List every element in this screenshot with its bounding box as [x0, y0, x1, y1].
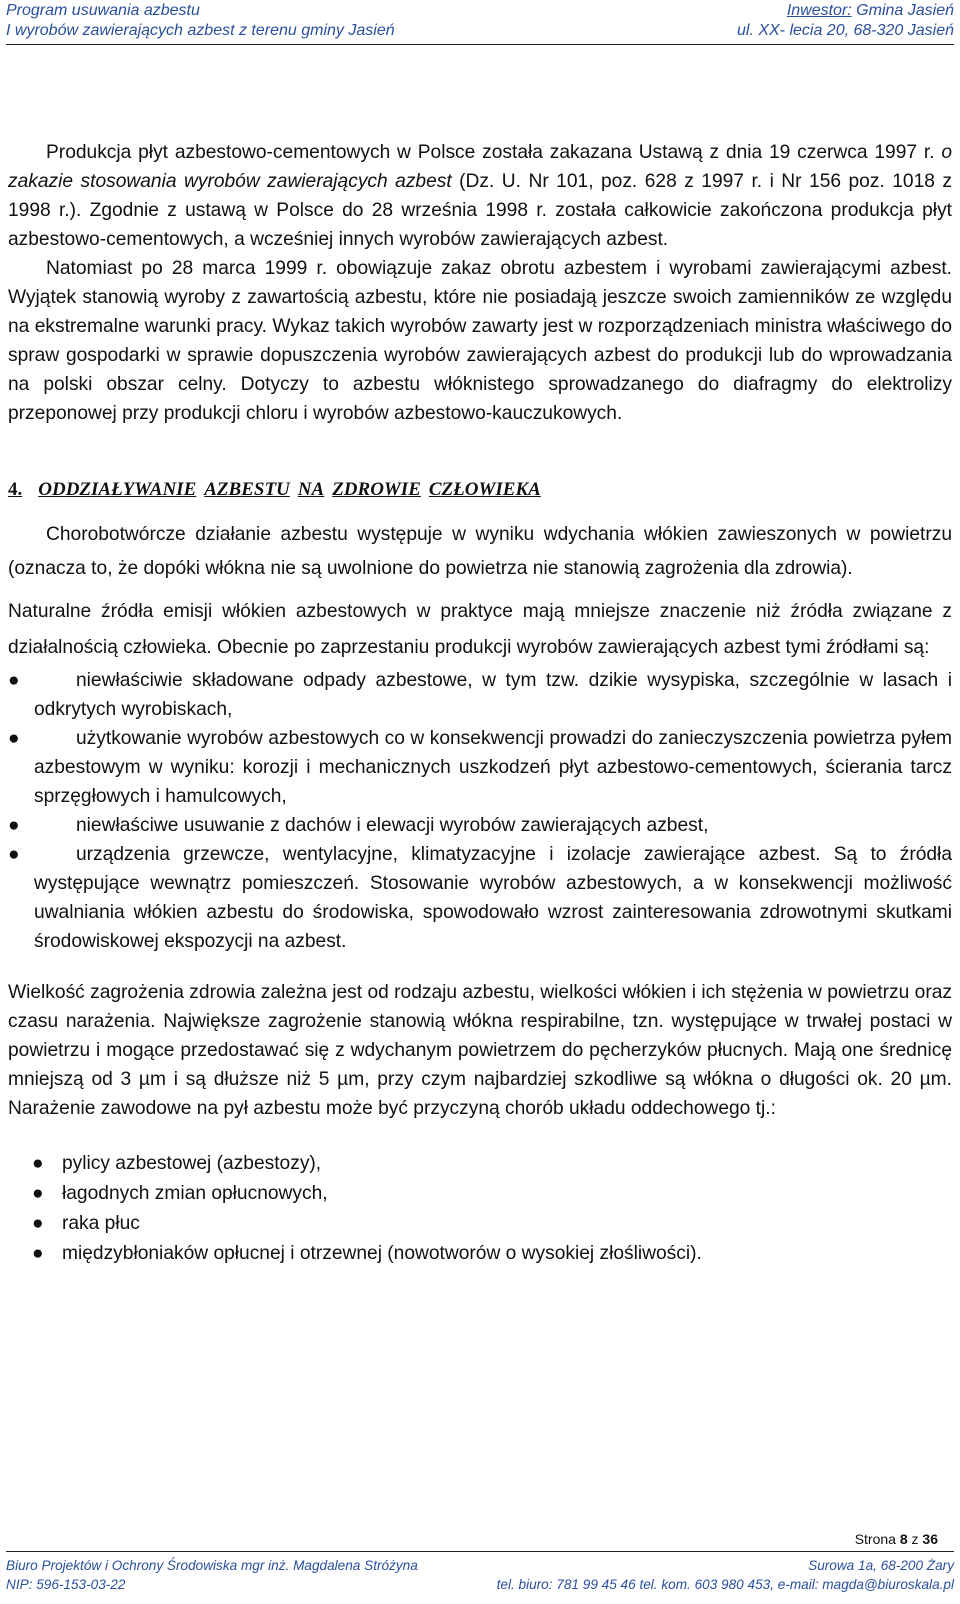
bullet-icon: ● — [8, 670, 20, 691]
header-program-subtitle: I wyrobów zawierających azbest z terenu gminy Jasień — [6, 22, 395, 39]
section-title-word: ODDZIAŁYWANIE — [38, 479, 197, 500]
page-number — [845, 1530, 938, 1552]
intro-p1-text-a: Produkcja płyt azbestowo-cementowych w Polsce została zakazana Ustawą z dnia 19 czerwca 1997 r. — [46, 142, 942, 163]
bullet-icon: ● — [32, 1213, 44, 1234]
page-number-total: 36 — [922, 1531, 938, 1547]
header-right — [737, 1, 954, 41]
section-number: 4. — [8, 479, 23, 500]
emission-sources-list — [8, 666, 952, 956]
page-number-current: 8 — [899, 1531, 908, 1547]
bullet-icon: ● — [8, 815, 20, 836]
list-item — [8, 666, 952, 724]
intro-paragraph-1 — [8, 138, 952, 254]
list-item — [32, 1239, 952, 1269]
page-footer — [6, 1551, 954, 1602]
section-title-word: AZBESTU — [204, 479, 290, 500]
intro-p1-text-b: (Dz. U. Nr 101, poz. 628 z 1997 r. i Nr 156 poz. 1018 z 1998 r.). Zgodnie z ustawą w Polsce do 28 września 1998 r. została całkowicie zakończona produkcja płyt azbestowo-cementowych, a wcześniej innych wyrobów zawierających azbest. — [8, 171, 952, 250]
list-item-text: międzybłoniaków opłucnej i otrzewnej (nowotworów o wysokiej złośliwości). — [62, 1243, 702, 1264]
list-item-text: niewłaściwie składowane odpady azbestowe, w tym tzw. dzikie wysypiska, szczególnie w lasach i odkrytych wyrobiskach, — [34, 670, 952, 720]
bullet-icon: ● — [32, 1183, 44, 1204]
bullet-icon: ● — [32, 1243, 44, 1264]
header-investor — [737, 1, 954, 21]
footer-contact: tel. biuro: 781 99 45 46 tel. kom. 603 980 453, e-mail: magda@biuroskala.pl — [496, 1577, 954, 1592]
footer-nip: NIP: 596-153-03-22 — [6, 1577, 126, 1592]
footer-right — [497, 1556, 954, 1594]
list-item — [32, 1149, 952, 1179]
footer-address: Surowa 1a, 68-200 Żary — [808, 1558, 954, 1573]
intro-p1-italic-law-title: o zakazie stosowania wyrobów zawierających azbest — [8, 142, 952, 192]
list-item — [32, 1179, 952, 1209]
intro-p2-text-b: obowiązuje zakaz obrotu azbestem i wyrobami zawierającymi azbest. Wyjątek stanowią wyroby z zawartością azbestu, które nie posiadają jeszcze swoich zamienników ze względu na ekstremalne warunki pracy. Wykaz takich wyrobów zawarty jest w rozporządzeniach ministra właściwego do spraw gospodarki w sprawie dopuszczenia wyrobów zawierających azbest do produkcji lub do wprowadzania na polski obszar celny. Dotyczy to azbestu włóknistego sprowadzanego do diafragmy do elektrolizy przeponowej przy produkcji chloru i wyrobów azbestowo-kauczukowych. — [8, 258, 952, 424]
intro-paragraph-2 — [8, 254, 952, 428]
paragraph-emission-sources: Naturalne źródła emisji włókien azbestowych w praktyce mają mniejsze znaczenie niż źródła związane z działalnością człowieka. Obecnie po zaprzestaniu produkcji wyrobów zawierających azbest tymi źródłami są: — [8, 601, 952, 658]
document-body — [8, 138, 952, 1269]
intro-p2-text-a: Natomiast po 28 marca 1999 r. — [46, 258, 328, 279]
diseases-list — [8, 1149, 952, 1269]
paragraph-health-effects: Chorobotwórcze działanie azbestu występuje w wyniku wdychania włókien zawieszonych w powietrzu (oznacza to, że dopóki włókna nie są uwolnione do powietrza nie stanowią zagrożenia dla zdrowia). — [8, 524, 952, 579]
list-item-text: urządzenia grzewcze, wentylacyjne, klimatyzacyjne i izolacje zawierające azbest. Są to źródła występujące wewnątrz pomieszczeń. Stosowanie wyrobów azbestowych, a w konsekwencji możliwość uwalniania włókien azbestu do środowiska, spowodowało wzrost zainteresowania zdrowotnymi skutkami środowiskowej ekspozycji na azbest. — [34, 844, 952, 952]
footer-left — [6, 1556, 418, 1594]
header-investor-value: Gmina Jasień — [851, 2, 954, 19]
list-item-text: niewłaściwe usuwanie z dachów i elewacji wyrobów zawierających azbest, — [76, 815, 709, 836]
footer-company: Biuro Projektów i Ochrony Środowiska mgr inż. Magdalena Stróżyna — [6, 1558, 418, 1573]
bullet-icon: ● — [32, 1153, 44, 1174]
header-left — [6, 1, 395, 41]
page-header — [6, 0, 954, 45]
list-item-text: łagodnych zmian opłucnowych, — [62, 1183, 328, 1204]
header-investor-label: Inwestor: — [786, 2, 852, 19]
section-title-word: ZDROWIE — [332, 479, 421, 500]
list-item — [8, 840, 952, 956]
section-title-word: NA — [297, 479, 325, 500]
header-investor-address: ul. XX- lecia 20, 68-320 Jasień — [736, 22, 954, 39]
list-item — [8, 724, 952, 811]
header-program-title: Program usuwania azbestu — [6, 2, 200, 19]
list-item — [32, 1209, 952, 1239]
list-item-text: pylicy azbestowej (azbestozy), — [62, 1153, 322, 1174]
section-title-word: CZŁOWIEKA — [428, 479, 541, 500]
list-item-text: użytkowanie wyrobów azbestowych co w konsekwencji prowadzi do zanieczyszczenia powietrza pyłem azbestowym w wyniku: korozji i mechanicznych uszkodzeń płyt azbestowo-cementowych, ścierania tarcz sprzęgłowych i hamulcowych, — [34, 728, 952, 807]
paragraph-threat-level: Wielkość zagrożenia zdrowia zależna jest od rodzaju azbestu, wielkości włókien i ich stężenia w powietrzu oraz czasu narażenia. Największe zagrożenie stanowią włókna respirabilne, tzn. występujące w trwałej postaci w powietrzu i mogące przedostawać się z wdychanym powietrzem do pęcherzyków płucnych. Mają one średnicę mniejszą od 3 µm i są dłuższe niż 5 µm, przy czym najbardziej szkodliwe są włókna o długości ok. 20 µm. Narażenie zawodowe na pył azbestu może być przyczyną chorób układu oddechowego tj.: — [8, 982, 952, 1119]
page-number-separator: z — [907, 1531, 923, 1547]
section-heading — [8, 476, 952, 504]
bullet-icon: ● — [8, 728, 20, 749]
page-number-label: Strona — [854, 1531, 900, 1547]
list-item-text: raka płuc — [62, 1213, 140, 1234]
bullet-icon: ● — [8, 844, 20, 865]
list-item — [8, 811, 952, 840]
